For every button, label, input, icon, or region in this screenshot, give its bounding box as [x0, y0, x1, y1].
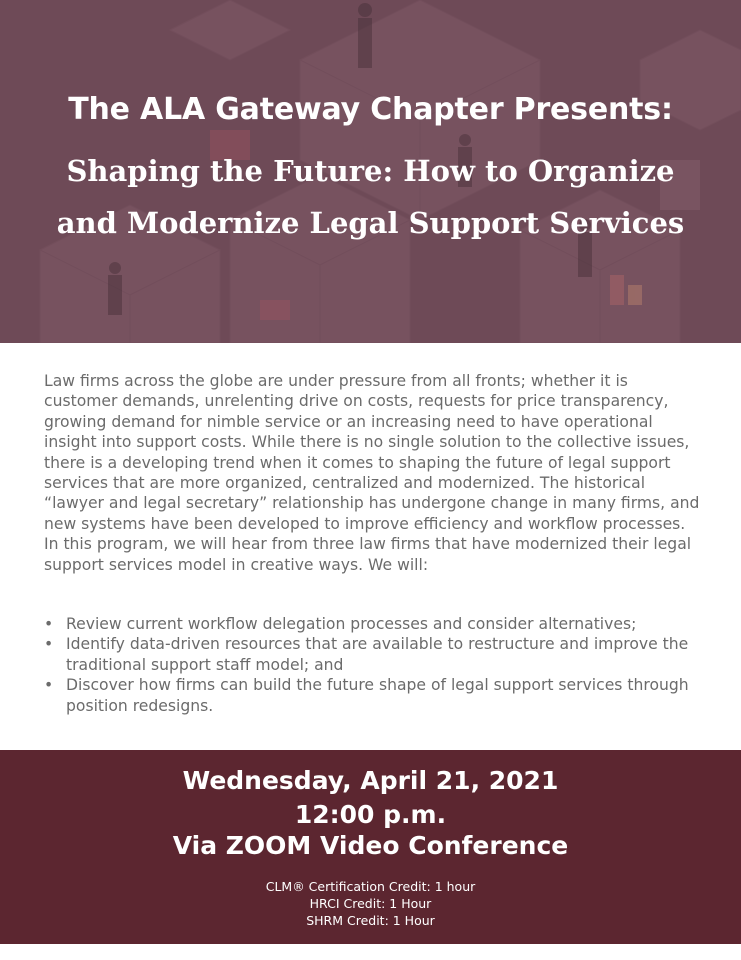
- list-item: [44, 634, 704, 675]
- credit-clm: CLM® Certification Credit: 1 hour: [265, 879, 476, 894]
- program-title: [0, 145, 741, 249]
- learning-objectives-list: [44, 614, 704, 716]
- bullet-icon: •: [44, 615, 54, 633]
- description-paragraph: Law firms across the globe are under pressure from all fronts; whether it is customer demands, unrelenting drive on costs, requests for price transparency, growing demand for nimble service or an increasing need to have operational insight into support costs. While there is no single solution to the collective issues, there is a developing trend when it comes to shaping the future of legal support services that are more organized, centralized and modernized. The historical “lawyer and legal secretary” relationship has undergone change in many firms, and new systems have been developed to improve efficiency and workflow processes. In this program, we will hear from three law firms that have modernized their legal support services model in creative ways. We will:: [44, 372, 700, 574]
- program-description: [44, 371, 704, 575]
- list-item-text: Discover how firms can build the future shape of legal support services through position redesigns.: [66, 676, 689, 715]
- list-item-text: Identify data-driven resources that are available to restructure and improve the traditional support staff model; and: [66, 635, 689, 674]
- bullet-icon: •: [44, 676, 54, 695]
- list-item: [44, 614, 704, 634]
- chapter-presents-heading: The ALA Gateway Chapter Presents:: [68, 92, 673, 127]
- list-item: [44, 675, 704, 716]
- hero-banner: [0, 0, 741, 343]
- program-title-line: Shaping the Future: How to Organize: [66, 154, 675, 188]
- event-venue: Via ZOOM Video Conference: [172, 831, 569, 860]
- list-item-text: Review current workflow delegation processes and consider alternatives;: [66, 615, 637, 633]
- event-time: 12:00 p.m.: [294, 800, 447, 829]
- event-date: Wednesday, April 21, 2021: [182, 766, 559, 795]
- credit-hrci: HRCI Credit: 1 Hour: [309, 896, 432, 911]
- credit-shrm: SHRM Credit: 1 Hour: [306, 913, 435, 928]
- program-title-line: and Modernize Legal Support Services: [56, 206, 685, 240]
- bullet-icon: •: [44, 635, 54, 654]
- event-details-banner: [0, 750, 741, 944]
